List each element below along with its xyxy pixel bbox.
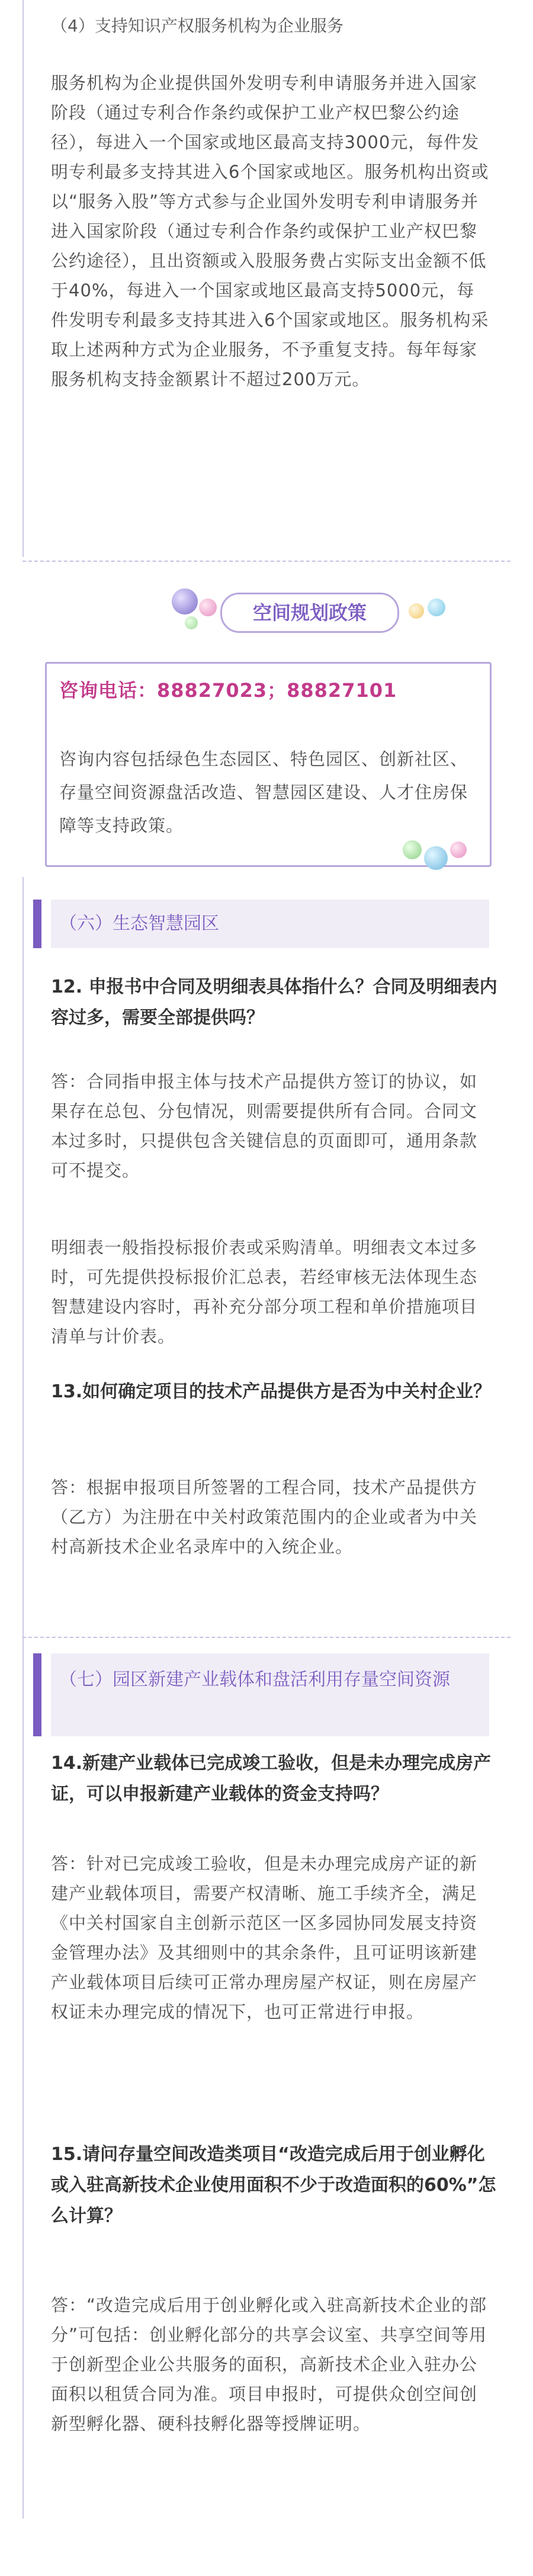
decor-ball-icon bbox=[199, 599, 217, 616]
question-14: 14.新建产业载体已完成竣工验收，但是未办理完成房产证，可以申报新建产业载体的资金支持吗？ bbox=[51, 1753, 492, 1804]
decor-ball-icon bbox=[172, 588, 198, 615]
consult-phone: 咨询电话：88827023；88827101 bbox=[59, 679, 397, 702]
section7-accent-bar bbox=[33, 1653, 41, 1736]
decor-ball-icon bbox=[403, 840, 422, 859]
answer-13: 答：根据申报项目所签署的工程合同，技术产品提供方（乙方）为注册在中关村政策范围内的企业或者为中关村高新技术企业名录库中的入统企业。 bbox=[51, 1477, 478, 1557]
decor-ball-icon bbox=[185, 616, 198, 629]
decor-ball-icon bbox=[424, 846, 448, 870]
section4-body: 服务机构为企业提供国外发明专利申请服务并进入国家阶段（通过专利合作条约或保护工业产权巴黎公约途径），每进入一个国家或地区最高支持3000元，每件发明专利最多支持其进入6个国家或地区。服务机构出资或以“服务入股”等方式参与企业国外发明专利申请服务并进入国家阶段（通过专利合作条约或保护工业产权巴黎公约途径），且出资额或入股服务费占实际支出金额不低于40%，每进入一个国家或地区最高支持5000元，每件发明专利最多支持其进入6个国家或地区。服务机构采取上述两种方式为企业服务，不予重复支持。每年每家服务机构支持金额累计不超过200万元。 bbox=[51, 73, 489, 389]
answer-12-part2: 明细表一般指投标报价表或采购清单。明细表文本过多时，可先提供投标报价汇总表，若经审核无法体现生态智慧建设内容时，再补充分部分项工程和单价措施项目清单与计价表。 bbox=[51, 1237, 478, 1346]
answer-14: 答：针对已完成竣工验收，但是未办理完成房产证的新建产业载体项目，需要产权清晰、施工手续齐全，满足《中关村国家自主创新示范区一区多园协同发展支持资金管理办法》及其细则中的其余条件，且可证明该新建产业载体项目后续可正常办理房屋产权证，则在房屋产权证未办理完成的情况下，也可正常进行申报。 bbox=[51, 1854, 478, 2022]
space-policy-badge: 空间规划政策 bbox=[220, 593, 399, 633]
left-rail bbox=[23, 877, 24, 2519]
question-12: 12. 申报书中合同及明细表具体指什么？合同及明细表内容过多，需要全部提供吗？ bbox=[51, 977, 497, 1028]
divider bbox=[23, 1637, 510, 1638]
left-rail bbox=[23, 0, 24, 557]
answer-12-part1: 答：合同指申报主体与技术产品提供方签订的协议，如果存在总包、分包情况，则需要提供所有合同。合同文本过多时，只提供包含关键信息的页面即可，通用条款可不提交。 bbox=[51, 1071, 478, 1180]
section4-heading: （4）支持知识产权服务机构为企业服务 bbox=[51, 16, 343, 36]
section7-title: （七）园区新建产业载体和盘活利用存量空间资源 bbox=[59, 1669, 450, 1690]
consult-desc: 咨询内容包括绿色生态园区、特色园区、创新社区、存量空间资源盘活改造、智慧园区建设、人才住房保障等支持政策。 bbox=[59, 749, 468, 836]
decor-ball-icon bbox=[450, 841, 467, 858]
section6-title: （六）生态智慧园区 bbox=[59, 913, 219, 934]
section6-accent-bar bbox=[33, 900, 41, 948]
decor-ball-icon bbox=[428, 599, 445, 616]
question-13: 13.如何确定项目的技术产品提供方是否为中关村企业？ bbox=[51, 1381, 492, 1402]
answer-15: 答：“改造完成后用于创业孵化或入驻高新技术企业的部分”可包括：创业孵化部分的共享会议室、共享空间等用于创新型企业公共服务的面积，高新技术企业入驻办公面积以租赁合同为准。项目申报时，可提供众创空间创新型孵化器、硬科技孵化器等授牌证明。 bbox=[51, 2295, 487, 2434]
divider bbox=[23, 561, 510, 562]
question-15: 15.请问存量空间改造类项目“改造完成后用于创业孵化或入驻高新技术企业使用面积不少于改造面积的60%”怎么计算？ bbox=[51, 2144, 496, 2226]
decor-ball-icon bbox=[409, 603, 424, 619]
